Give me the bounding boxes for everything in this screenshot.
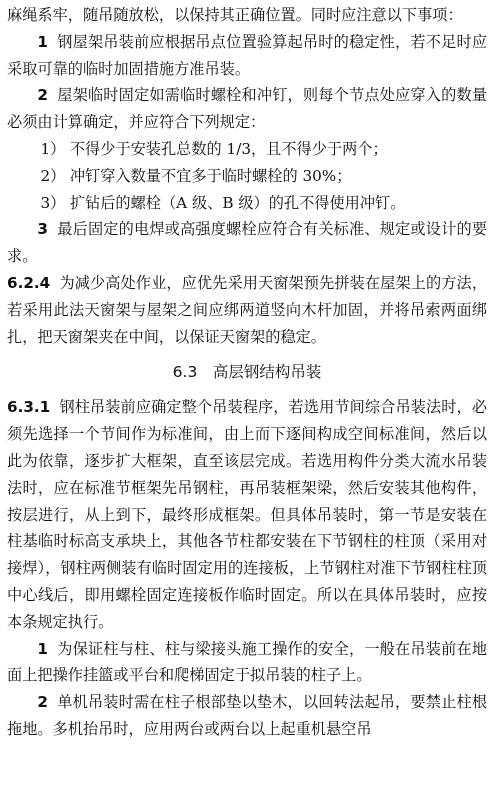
sub-item-marker: 3） [40,193,66,212]
sub-item-marker: 1） [40,139,66,158]
clause-text: 为保证柱与柱、柱与梁接头施工操作的安全，一般在吊装前在地面上把操作挂篮或平台和爬梯固定于拟吊装的柱子上。 [7,639,487,685]
article-6-3-1 [7,394,487,635]
sub-item-text: 冲钉穿入数量不宜多于临时螺栓的 30%； [69,166,352,185]
sub-item-marker: 2） [40,166,66,185]
sub-item-text: 扩钻后的螺栓（A 级、B 级）的孔不得使用冲钉。 [69,193,406,212]
clause-number: 2 [37,86,48,105]
clause-number: 1 [37,639,48,658]
clause-number: 1 [37,32,48,51]
article-number: 6.3.1 [7,398,51,417]
clause-text: 最后固定的电焊或高强度螺栓应符合有关标准、规定或设计的要求。 [7,220,487,266]
paragraph-text: 麻绳系牢，随吊随放松，以保持其正确位置。同时应注意以下事项： [7,6,463,24]
sub-item-2 [7,163,487,190]
article-text: 钢柱吊装前应确定整个吊装程序，若选用节间综合吊装法时，必须先选择一个节间作为标准间，由上而下逐间构成空间标准间，然后以此为依靠，逐步扩大框架，直至该层完成。若选用构件分类大流水吊装法时，应在标准节框架先吊钢柱，再吊装框架梁，然后安装其他构件，按层进行，从上到下，最终形成框架。但具体吊装时，第一节是安装在柱基临时标高支承块上，其他各节柱都安装在下节钢柱的柱顶（采用对接焊），钢柱两侧装有临时固定用的连接板，上节钢柱对准下节钢柱柱顶中心线后，即用螺栓固定连接板作临时固定。所以在具体吊装时，应按本条规定执行。 [7,398,487,631]
clause-item-3 [7,216,487,270]
article-6-2-4 [7,270,487,350]
clause-number: 3 [37,220,48,239]
article-text: 为减少高处作业，应优先采用天窗架预先拼装在屋架上的方法，若采用此法天窗架与屋架之间应绑两道竖向木杆加固，并将吊索两面绑扎，把天窗架夹在中间，以保证天窗架的稳定。 [7,273,487,346]
clause-item-2 [7,82,487,136]
clause-item-1 [7,636,487,690]
clause-number: 2 [37,693,48,712]
sub-item-1 [7,136,487,163]
article-number: 6.2.4 [7,273,51,292]
section-heading: 6.3 高层钢结构吊装 [172,363,322,382]
clause-text: 钢屋架吊装前应根据吊点位置验算起吊时的稳定性，若不足时应采取可靠的临时加固措施方准吊装。 [7,32,487,78]
clause-text: 单机吊装时需在柱子根部垫以垫木，以回转法起吊，要禁止柱根拖地。多机抬吊时，应用两台或两台以上起重机悬空吊 [7,693,487,738]
clause-item-1 [7,29,487,83]
paragraph-continuation [7,2,487,29]
clause-text: 屋架临时固定如需临时螺栓和冲钉，则每个节点处应穿入的数量必须由计算确定，并应符合下列规定： [7,86,487,132]
clause-item-2 [7,689,487,743]
sub-item-text: 不得少于安装孔总数的 1/3，且不得少于两个； [69,139,388,158]
sub-item-3 [7,190,487,217]
